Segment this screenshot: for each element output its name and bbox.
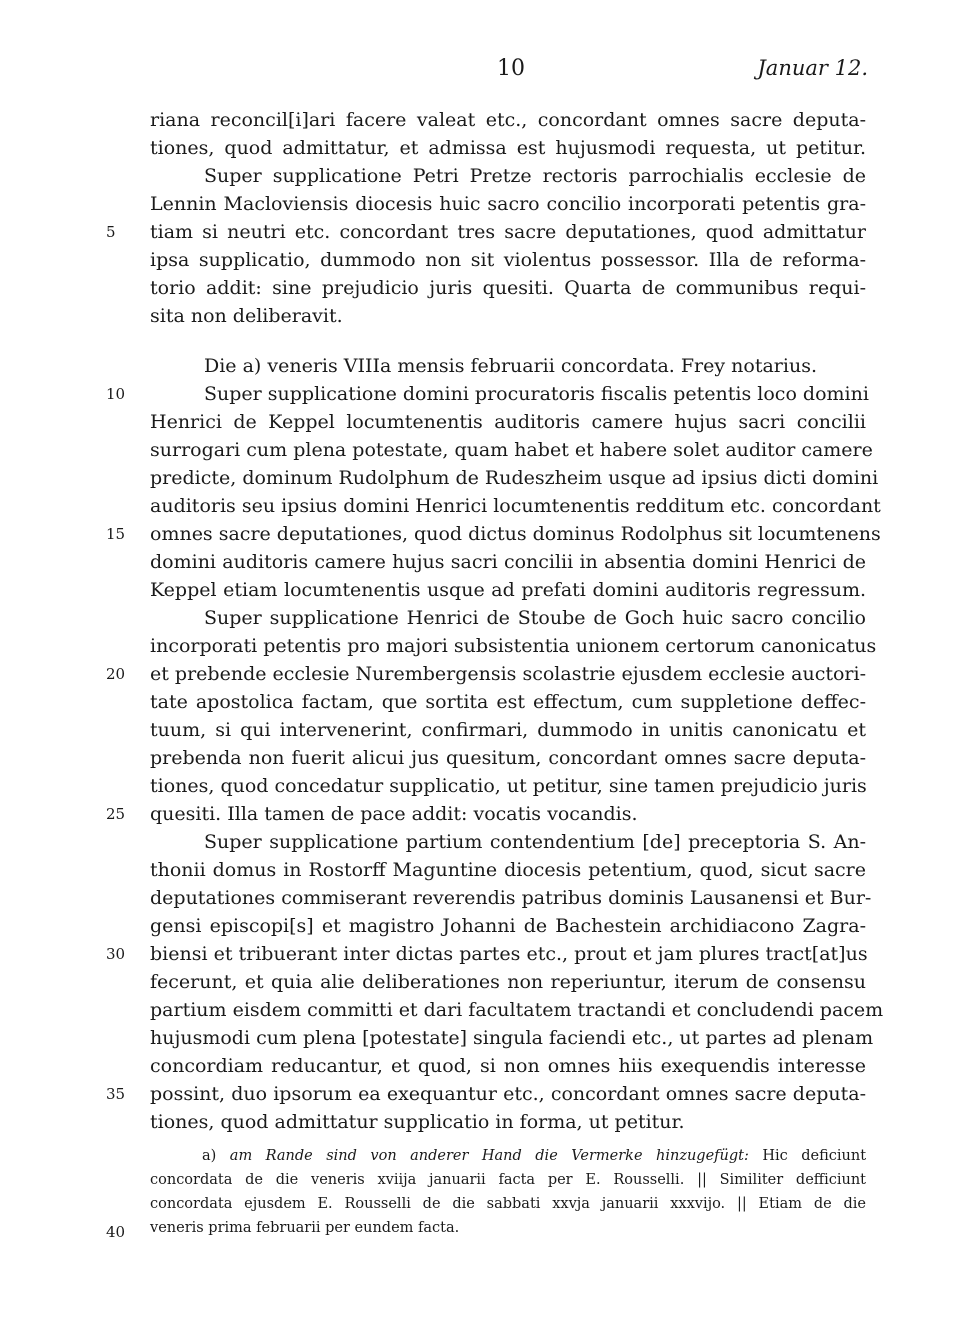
text-line: tiam si neutri etc. concordant tres sacre deputationes, quod admittatur — [150, 221, 866, 243]
text-line: partium eisdem committi et dari facultatem tractandi et concludendi pacem — [150, 999, 884, 1021]
line-number: 5 — [106, 223, 116, 241]
text-line: Die a) veneris VIIIa mensis februarii concordata. Frey notarius. — [204, 355, 817, 377]
text-line: auditoris seu ipsius domini Henrici locumtenentis redditum etc. concordant — [150, 495, 881, 517]
footnote-marker: a) — [202, 1148, 217, 1164]
text-line: incorporati petentis pro majori subsistentia unionem certorum canonicatus — [150, 635, 877, 657]
text-line: tiones, quod admittatur supplicatio in forma, ut petitur. — [150, 1111, 685, 1133]
text-line: quesiti. Illa tamen de pace addit: vocatis vocandis. — [150, 803, 638, 825]
text-line: Super supplicatione Henrici de Stoube de Goch huic sacro concilio — [204, 607, 866, 629]
text-line: sita non deliberavit. — [150, 305, 343, 327]
text-line: gensi episcopi[s] et magistro Johanni de Bachestein archidiacono Zagra- — [150, 915, 866, 937]
line-number: 35 — [106, 1085, 126, 1103]
text-line: hujusmodi cum plena [potestate] singula faciendi etc., ut partes ad plenam — [150, 1027, 874, 1049]
text-line: fecerunt, et quia alie deliberationes non reperiuntur, iterum de consensu — [150, 971, 866, 993]
text-line: thonii domus in Rostorff Maguntine diocesis petentium, quod, sicut sacre — [150, 859, 866, 881]
footnote-line: concordata de die veneris xviija januarii facta per E. Rousselli. || Similiter defficiunt — [150, 1172, 866, 1188]
text-line: Keppel etiam locumtenentis usque ad prefati domini auditoris regressum. — [150, 579, 866, 601]
line-number: 10 — [106, 385, 126, 403]
text-line: tate apostolica factam, que sortita est effectum, cum suppletione deffec- — [150, 691, 866, 713]
text-line: surrogari cum plena potestate, quam habet et habere solet auditor camere — [150, 439, 873, 461]
text-line: riana reconcil[i]ari facere valeat etc., concordant omnes sacre deputa- — [150, 109, 866, 131]
text-line: omnes sacre deputationes, quod dictus dominus Rodolphus sit locumtenens — [150, 523, 881, 545]
line-number: 20 — [106, 665, 126, 683]
page-number: 10 — [497, 56, 525, 81]
text-line: torio addit: sine prejudicio juris quesiti. Quarta de communibus requi- — [150, 277, 866, 299]
text-line: et prebende ecclesie Nurembergensis scolastrie ejusdem ecclesie auctori- — [150, 663, 866, 685]
running-head: Januar 12. — [757, 56, 868, 80]
footnote-line: concordata ejusdem E. Rousselli de die sabbati xxvja januarii xxxvijo. || Etiam de die — [150, 1196, 866, 1212]
text-line: Super supplicatione domini procuratoris fiscalis petentis loco domini — [204, 383, 869, 405]
footnote-line1-rest: Hic deficiunt — [762, 1148, 867, 1164]
text-line: deputationes commiserant reverendis patribus dominis Lausanensi et Bur- — [150, 887, 872, 909]
line-number: 15 — [106, 525, 126, 543]
text-line: concordiam reducantur, et quod, si non omnes hiis exequendis interesse — [150, 1055, 866, 1077]
text-line: domini auditoris camere hujus sacri concilii in absentia domini Henrici de — [150, 551, 866, 573]
line-number: 25 — [106, 805, 126, 823]
text-line: Lennin Macloviensis diocesis huic sacro concilio incorporati petentis gra- — [150, 193, 866, 215]
text-line: tuum, si qui intervenerint, confirmari, dummodo in unitis canonicatu et — [150, 719, 866, 741]
line-number: 40 — [106, 1223, 126, 1241]
text-line: prebenda non fuerit alicui jus quesitum, concordant omnes sacre deputa- — [150, 747, 866, 769]
text-line: Super supplicatione partium contendentium [de] preceptoria S. An- — [204, 831, 866, 853]
text-line: tiones, quod concedatur supplicatio, ut petitur, sine tamen prejudicio juris — [150, 775, 867, 797]
text-line: tiones, quod admittatur, et admissa est hujusmodi requesta, ut petitur. — [150, 137, 866, 159]
footnote-line: veneris prima februarii per eundem facta. — [150, 1220, 460, 1236]
footnote-line — [150, 1146, 866, 1167]
text-line: Super supplicatione Petri Pretze rectoris parrochialis ecclesie de — [204, 165, 866, 187]
text-line: predicte, dominum Rudolphum de Rudeszheim usque ad ipsius dicti domini — [150, 467, 879, 489]
text-line: biensi et tribuerant inter dictas partes etc., prout et jam plures tract[at]us — [150, 943, 868, 965]
text-line: Henrici de Keppel locumtenentis auditoris camere hujus sacri concilii — [150, 411, 866, 433]
text-line: ipsa supplicatio, dummodo non sit violentus possessor. Illa de reforma- — [150, 249, 866, 271]
text-line: possint, duo ipsorum ea exequantur etc., concordant omnes sacre deputa- — [150, 1083, 866, 1105]
footnote-italic-lead: am Rande sind von anderer Hand die Vermerke hinzugefügt: — [229, 1148, 749, 1164]
line-number: 30 — [106, 945, 126, 963]
